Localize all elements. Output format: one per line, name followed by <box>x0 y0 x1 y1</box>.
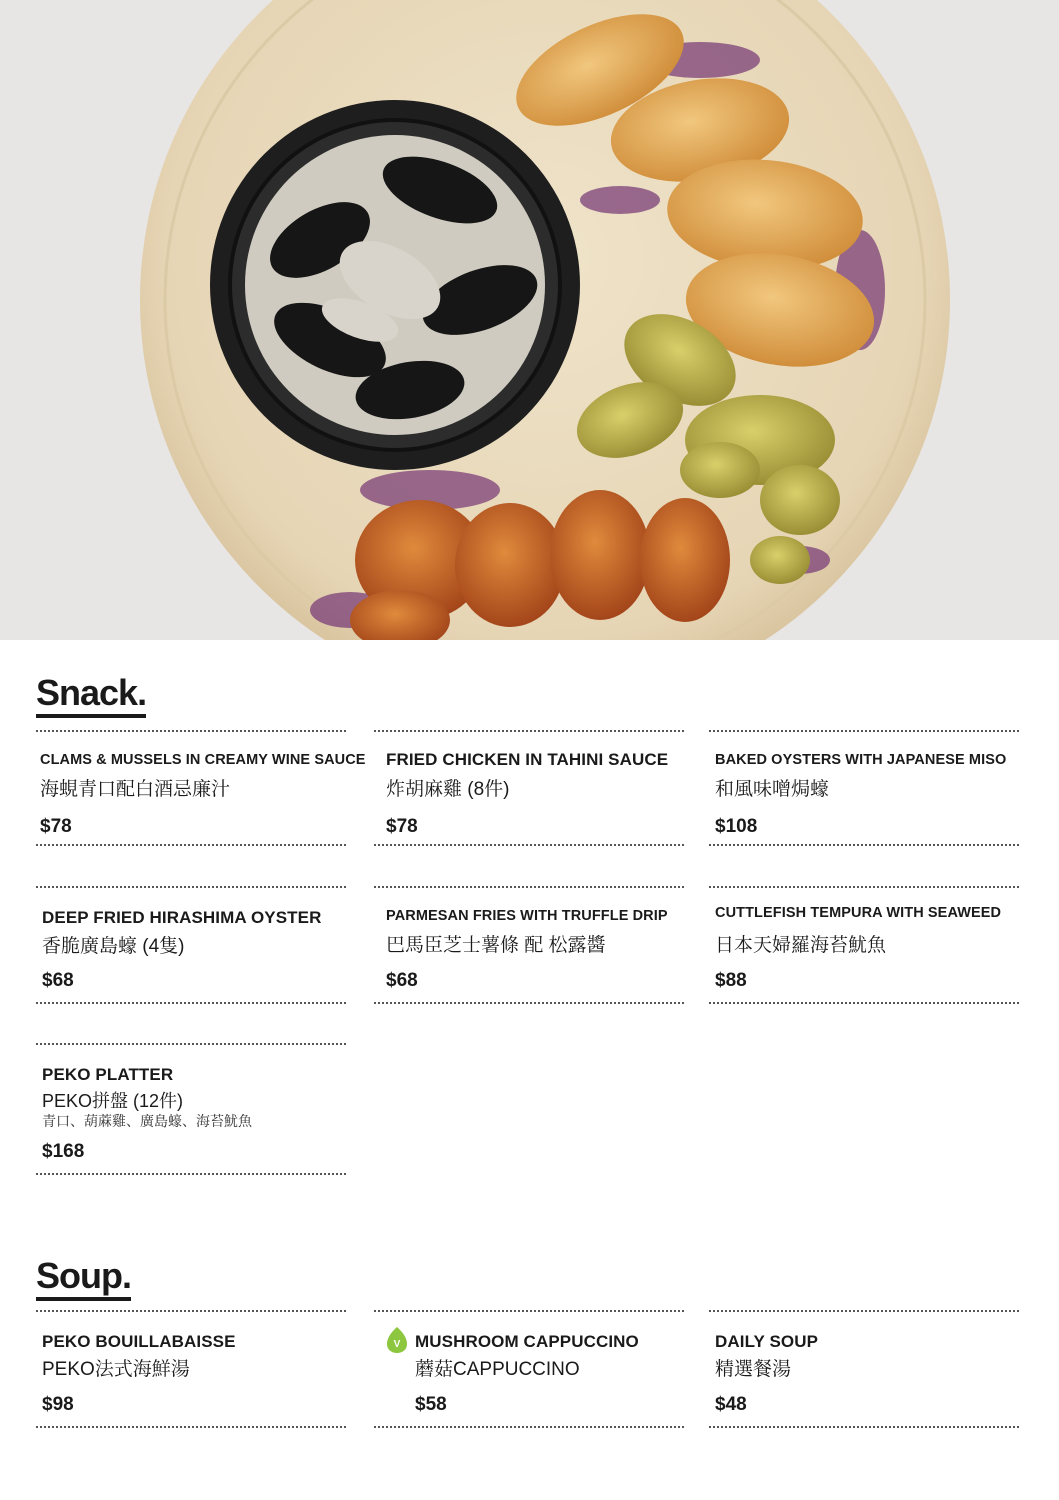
item-name-zh: PEKO拼盤 (12件) <box>42 1091 184 1111</box>
item-price: $68 <box>42 970 74 991</box>
item-name-en: DAILY SOUP <box>715 1332 819 1351</box>
section-title-snack: Snack. <box>36 675 146 718</box>
item-name-zh: 精選餐湯 <box>715 1359 792 1380</box>
item-price: $98 <box>42 1394 74 1415</box>
item-price: $58 <box>415 1394 447 1415</box>
item-name-zh: 炸胡麻雞 (8件) <box>386 779 510 800</box>
item-name-en: DEEP FRIED HIRASHIMA OYSTER <box>42 908 322 927</box>
item-price: $88 <box>715 970 747 991</box>
item-price: $78 <box>40 816 72 837</box>
item-price: $108 <box>715 816 758 837</box>
item-price: $48 <box>715 1394 747 1415</box>
menu-item-bouillabaisse <box>36 1310 346 1428</box>
item-price: $78 <box>386 816 418 837</box>
item-name-en: PEKO PLATTER <box>42 1065 174 1084</box>
menu-item-daily-soup <box>709 1310 1019 1428</box>
item-name-en: CUTTLEFISH TEMPURA WITH SEAWEED <box>715 905 1002 921</box>
menu-item-cuttlefish-tempura <box>709 886 1019 1004</box>
svg-text:V: V <box>393 1339 401 1350</box>
section-title-soup: Soup. <box>36 1258 131 1301</box>
menu-item-peko-platter <box>36 1043 346 1175</box>
item-name-zh: 日本天婦羅海苔魷魚 <box>715 935 887 956</box>
menu-item-baked-oysters <box>709 730 1019 846</box>
item-description: 青口、葫蔴雞、廣島蠔、海苔魷魚 <box>42 1113 252 1129</box>
item-name-zh: PEKO法式海鮮湯 <box>42 1359 190 1380</box>
item-name-en: CLAMS & MUSSELS IN CREAMY WINE SAUCE <box>40 752 366 768</box>
vegetarian-icon <box>386 1326 408 1354</box>
item-name-en: MUSHROOM CAPPUCCINO <box>415 1332 639 1351</box>
item-name-zh: 海蜆青口配白酒忌廉汁 <box>40 779 231 800</box>
item-name-en: BAKED OYSTERS WITH JAPANESE MISO <box>715 752 1007 768</box>
item-name-zh: 蘑菇CAPPUCCINO <box>415 1359 580 1380</box>
item-name-en: FRIED CHICKEN IN TAHINI SAUCE <box>386 750 669 769</box>
menu-item-clams-mussels <box>36 730 366 846</box>
item-name-en: PEKO BOUILLABAISSE <box>42 1332 236 1351</box>
item-name-zh: 和風味噌焗蠔 <box>715 779 830 800</box>
menu-item-fried-chicken <box>374 730 684 846</box>
menu-item-hiroshima-oyster <box>36 886 346 1004</box>
hero-food-photo <box>0 0 1059 640</box>
menu-item-mushroom-cappuccino <box>374 1310 684 1428</box>
item-price: $68 <box>386 970 418 991</box>
item-name-en: PARMESAN FRIES WITH TRUFFLE DRIP <box>386 908 668 924</box>
item-price: $168 <box>42 1141 85 1162</box>
menu-item-parmesan-fries <box>374 886 684 1004</box>
item-name-zh: 巴馬臣芝士薯條 配 松露醬 <box>386 935 606 956</box>
item-name-zh: 香脆廣島蠔 (4隻) <box>42 936 185 957</box>
